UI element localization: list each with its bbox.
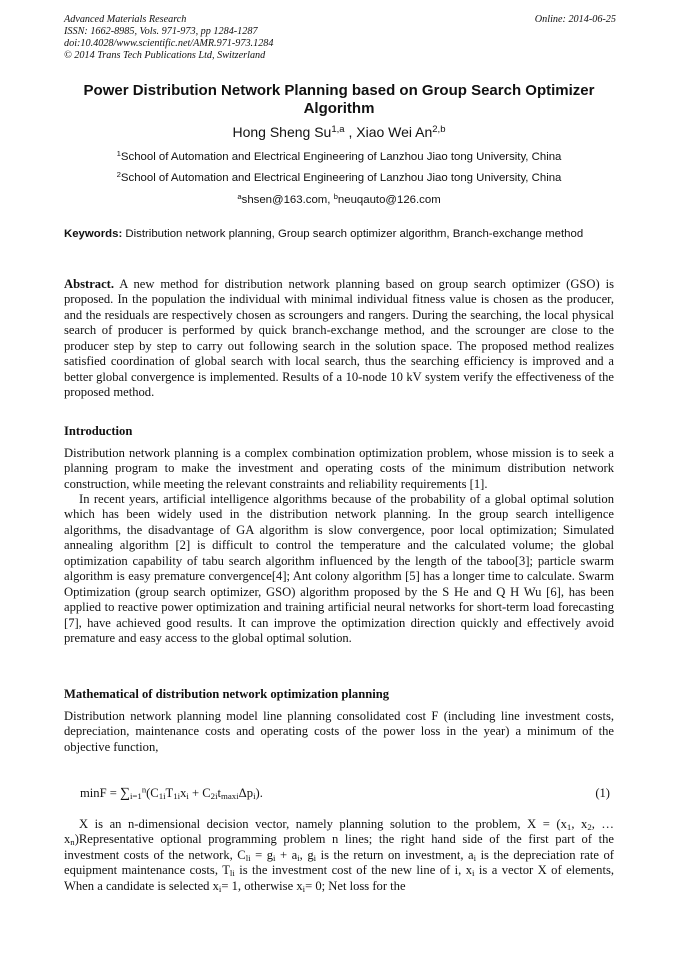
email-1-mark: a	[237, 191, 242, 201]
abstract-block	[64, 277, 614, 401]
author-1-mark: 1,a	[331, 123, 345, 135]
affiliation-1-mark: 1	[116, 148, 121, 158]
section-2-paragraph-2: X is an n-dimensional decision vector, namely planning solution to the problem, $X = (x_1$, $x_2$, … $x_n)Representative$ optional programming problem n lines; the right hand side of the first part of the investment costs of the network, $C_{li} = g_i + a_i$, $g_i$ is the return on investment, $a_i$ is the depreciation rate of equipment maintenance costs, $T_{li}$ is the investment cost of the new line of i, $x_i$ is a vector X of elements, When a candidate is selected $x_i= 1$, otherwise $x_i= 0$; Net loss for the	[64, 817, 615, 895]
abstract-label: Abstract.	[64, 277, 115, 291]
online-date: Online: 2014-06-25	[534, 14, 616, 25]
paper-title: Power Distribution Network Planning based on Group Search Optimizer Algorithm	[83, 82, 595, 117]
p2-text-g: = 1, otherwise	[221, 878, 297, 893]
keywords-text: Distribution network planning, Group search optimizer algorithm, Branch-exchange method	[122, 228, 584, 240]
author-2: Xiao Wei An	[356, 124, 433, 140]
p2-text-c: is the return on investment,	[316, 847, 468, 862]
journal-doi[interactable]: doi:10.4028/www.scientific.net/AMR.971-973.1284	[64, 38, 274, 49]
email-2[interactable]: neuqauto@126.com	[337, 194, 441, 206]
email-1[interactable]: shsen@163.com,	[241, 194, 334, 206]
p2-text-b: Representative optional programming problem n lines; the right hand side of the first part of the investment costs of the network,	[64, 832, 614, 862]
p2-text-h: = 0; Net loss for the	[305, 878, 406, 893]
equation-number: (1)	[595, 786, 610, 800]
p2-text-a: X is an n-dimensional decision vector, namely planning solution to the problem,	[79, 817, 528, 831]
author-2-mark: 2,b	[432, 123, 446, 135]
introduction-paragraph-1: Distribution network planning is a complex combination optimization problem, whose mission is to seek a planning program to make the investment and operating costs of the minimum distribution network construction, while meeting the relevant constraints and reliability requirements [1].	[64, 446, 614, 491]
affiliation-1-text: School of Automation and Electrical Engineering of Lanzhou Jiao tong University, China	[120, 151, 562, 163]
p2-text-f: is a vector X of elements, When a candidate is selected	[64, 863, 614, 893]
introduction-paragraph-2-text: In recent years, artificial intelligence algorithms because of the probability of a global optimal solution which has been widely used in the distribution network planning. In the group search intelligence algorithms, the disadvantage of GA algorithm is slow convergence, poor local optimization; Simulated annealing algorithm [2] is difficult to control the temperature and the calculated volume; the global optimization capability of tabu search algorithm influenced by the length of the taboo[3]; particle swarm algorithm is easy premature convergence[4]; Ant colony algorithm [5] has a longer time to calculate. Swarm Optimization (group search optimizer, GSO) algorithm proposed by the S He and Q H Wu [6], has been applied to reactive power optimization and training artificial neural networks for short-term load forecasting [7], have achieved good results. It can improve the optimization direction quickly and effectively avoid premature and easy access to the global optimal solution.	[64, 492, 614, 646]
introduction-paragraph-2	[64, 492, 614, 647]
p2-text-d: is the depreciation rate of equipment maintenance costs,	[64, 847, 614, 878]
journal-name: Advanced Materials Research	[64, 14, 187, 25]
keywords-label: Keywords:	[64, 228, 123, 240]
affiliation-2-text: School of Automation and Electrical Engineering of Lanzhou Jiao tong University, China	[120, 172, 562, 184]
p2-text-e: is the investment cost of the new line of i,	[239, 863, 466, 878]
affiliation-2	[64, 171, 614, 185]
introduction-heading: Introduction	[64, 424, 133, 438]
author-emails	[64, 193, 614, 207]
journal-header	[64, 14, 273, 62]
section-2-heading: Mathematical of distribution network optimization planning	[64, 687, 390, 701]
abstract-text: A new method for distribution network planning based on group search optimizer (GSO) is proposed. In the population the individual with minimal individual fitness value is chosen as the producer, and the residuals are respectively chosen as scroungers and rangers. During the searching, the local physical search of producer is performed by quick branch-exchange method, and the scrounger are close to the producer step by step to carry out following search in the solution space. The proposed method realizes satisfied coordination of global search with local search, thus the searching efficiency is improved and a better global convergence is implemented. Results of a 10-node 10 kV system verify the effectiveness of the proposed method.	[64, 277, 614, 400]
section-2-paragraph-1: Distribution network planning model line planning consolidated cost F (including line investment costs, depreciation, maintenance costs and operating costs of the power loss in the year) a minimum of the objective function,	[64, 709, 614, 754]
affiliation-2-mark: 2	[116, 169, 121, 179]
author-separator: ,	[344, 124, 357, 140]
affiliation-1	[64, 150, 614, 164]
objective-function-equation: $\min F = \sum_{i=1}^n(C_{1i}T_{1i}x_i + C_{2i}t_{maxi}\Delta p_i)$.	[80, 784, 263, 802]
keywords-block	[64, 227, 614, 241]
journal-issn: ISSN: 1662-8985, Vols. 971-973, pp 1284-1287	[64, 26, 258, 37]
author-1: Hong Sheng Su	[232, 124, 332, 140]
email-2-mark: b	[333, 191, 338, 201]
author-line	[64, 123, 614, 141]
journal-copyright: © 2014 Trans Tech Publications Ltd, Switzerland	[64, 50, 266, 61]
